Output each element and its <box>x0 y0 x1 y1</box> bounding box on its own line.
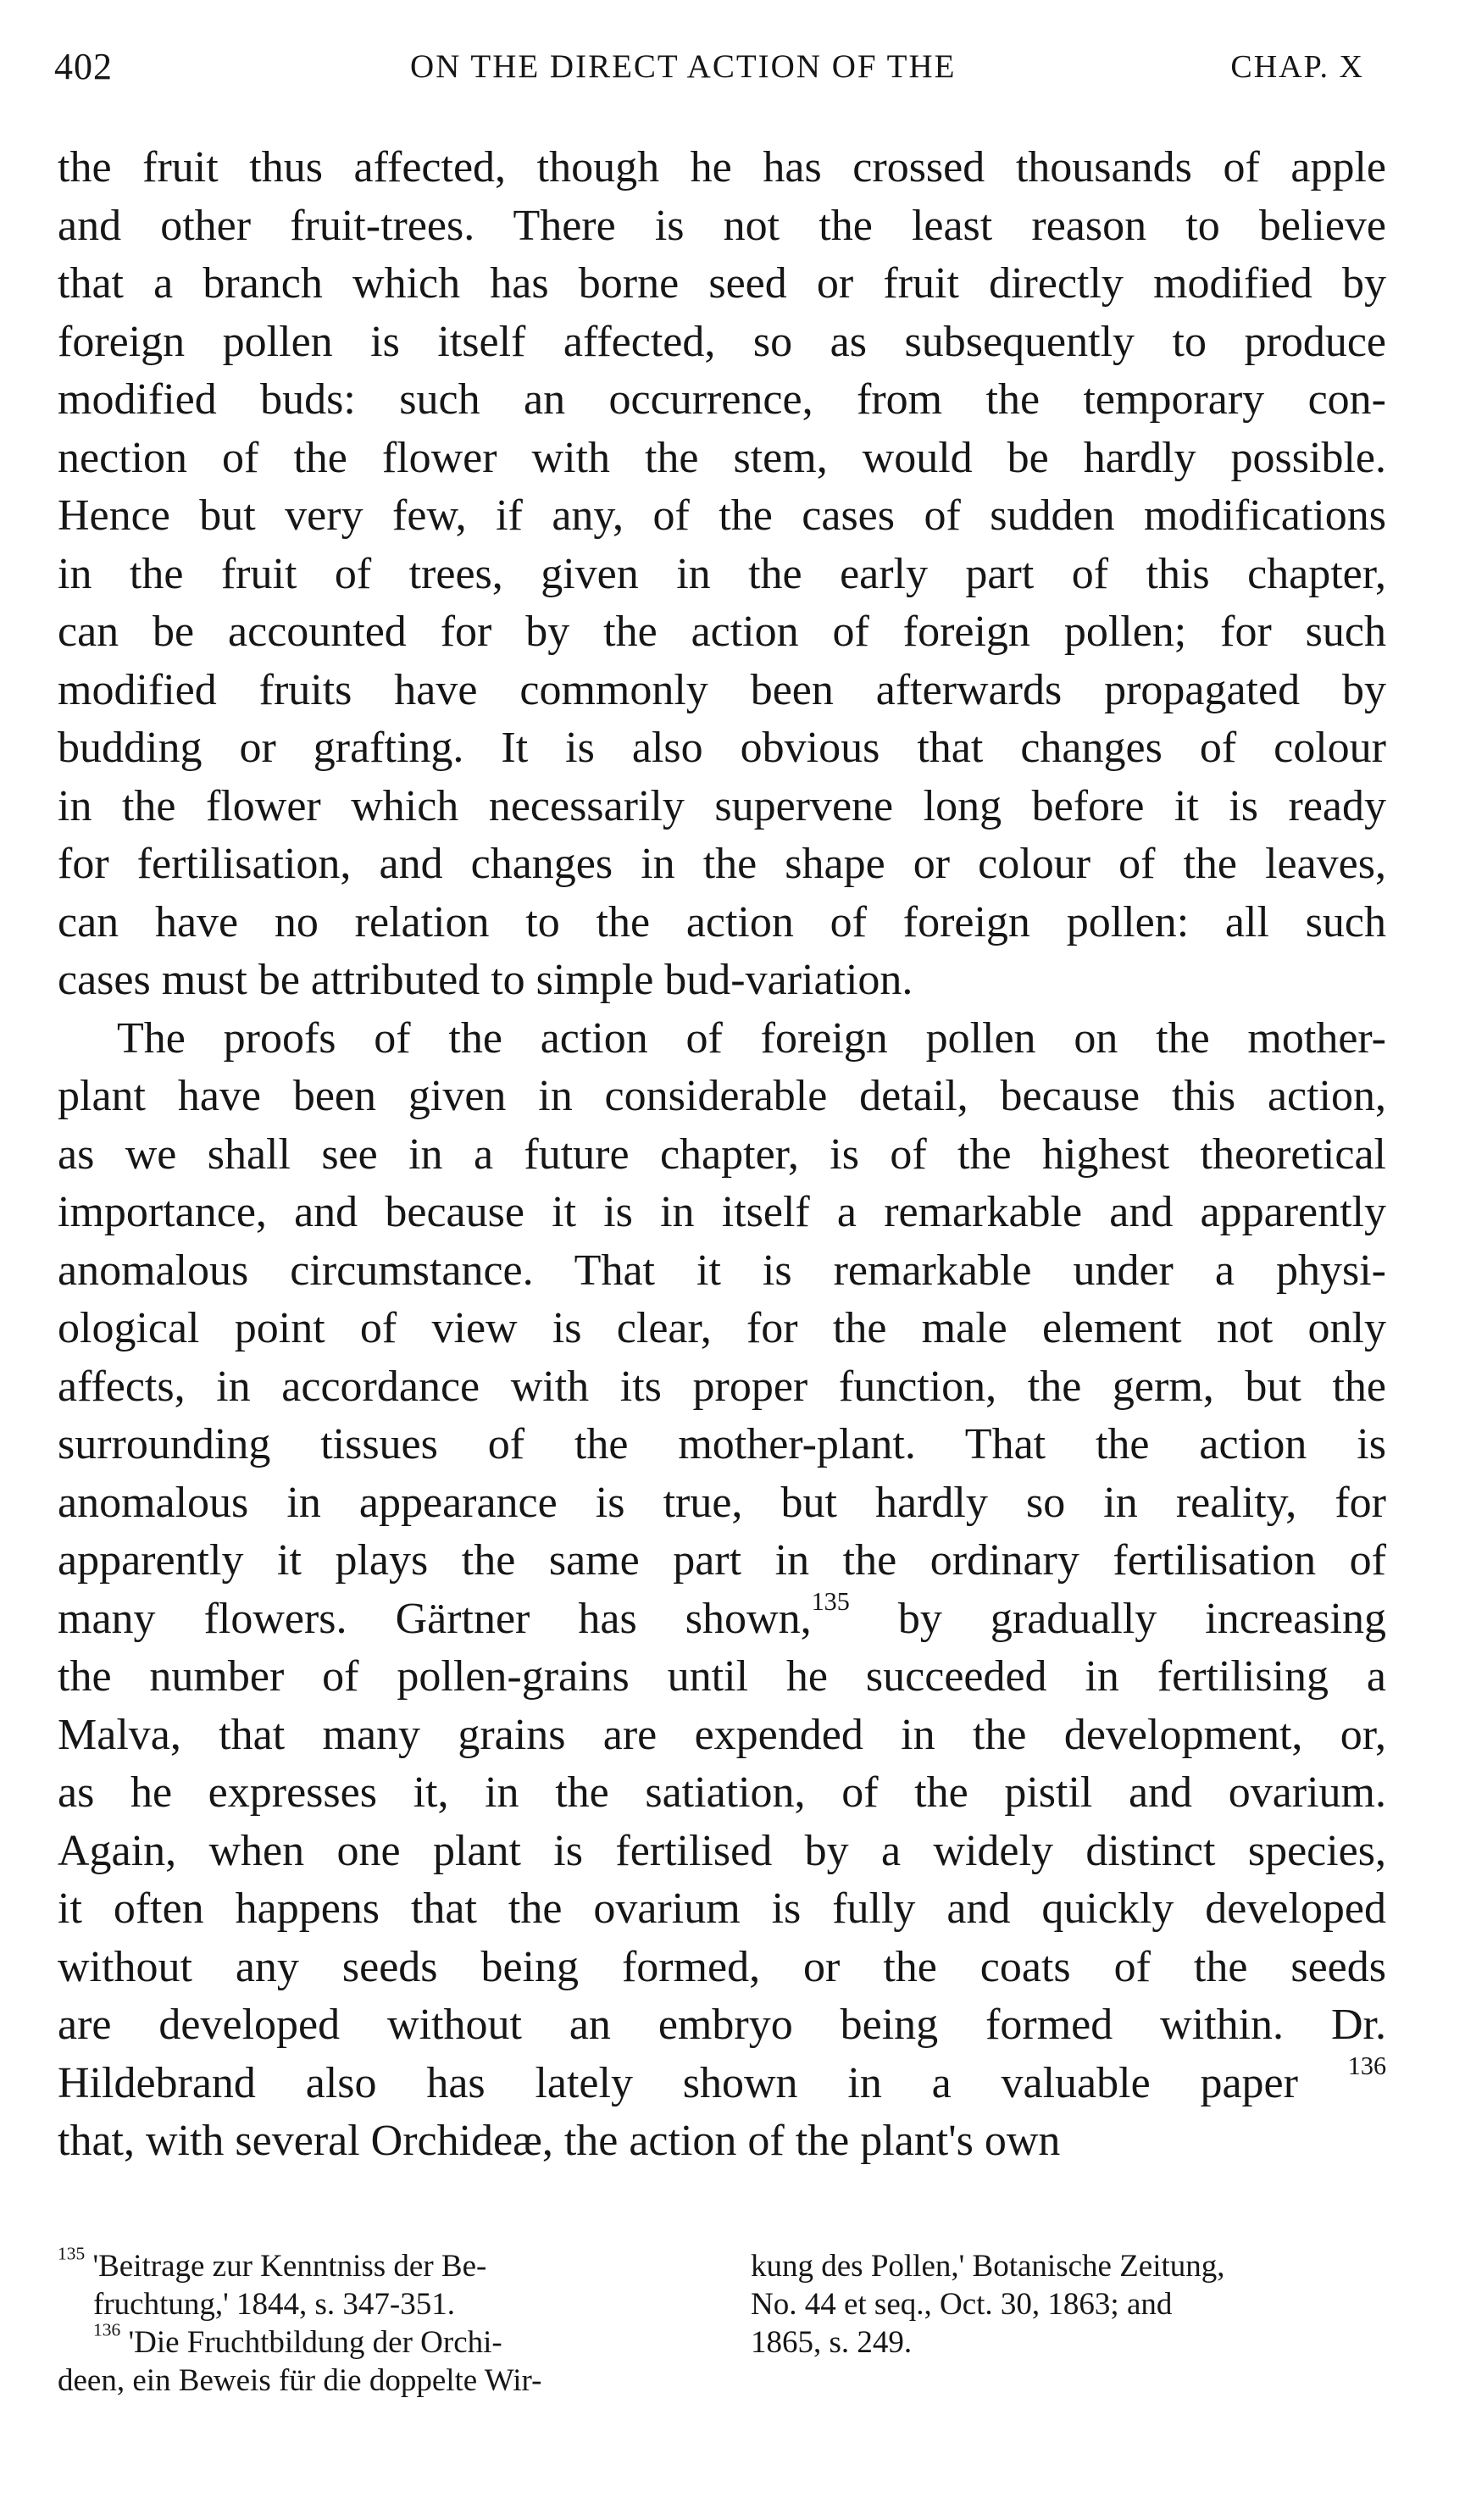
footnote-text: 'Die Fruchtbildung der Orchi- <box>128 2325 502 2360</box>
text-line: in the fruit of trees, given in the early part of this chapter, <box>58 549 1386 598</box>
text-line: without any seeds being formed, or the coats of the seeds <box>58 1942 1386 1991</box>
text-line: modified buds: such an occurrence, from the temporary con- <box>58 375 1386 424</box>
text-line: that a branch which has borne seed or fruit directly modified by <box>58 259 1386 308</box>
text-line: anomalous in appearance is true, but hardly so in reality, for <box>58 1478 1386 1527</box>
text-line: modified fruits have commonly been afterwards propagated by <box>58 665 1386 714</box>
chapter-label: CHAP. X <box>1230 49 1364 85</box>
text-line: it often happens that the ovarium is fully and quickly developed <box>58 1884 1386 1933</box>
footnote-text: kung des Pollen,' Botanische Zeitung, <box>751 2249 1225 2284</box>
text-line: anomalous circumstance. That it is remarkable under a physi- <box>58 1246 1386 1295</box>
text-line-with-note-ref <box>58 2051 1387 2113</box>
text-line: The proofs of the action of foreign pollen on the mother- <box>117 1013 1386 1063</box>
footnote-135 <box>58 2243 720 2285</box>
footnote-text: No. 44 et seq., Oct. 30, 1863; and <box>751 2287 1173 2322</box>
text-line: apparently it plays the same part in the ordinary fertilisation of <box>58 1536 1386 1585</box>
text-line: foreign pollen is itself affected, so as subsequently to produce <box>58 317 1386 366</box>
text-line: plant have been given in considerable detail, because this action, <box>58 1072 1386 1120</box>
text-line: ological point of view is clear, for the male element not only <box>58 1304 1386 1352</box>
text-line: the number of pollen-grains until he succeeded in fertilising a <box>58 1652 1386 1701</box>
text-line: that, with several Orchideæ, the action of the plant's own <box>58 2117 1061 2165</box>
note-reference-136: 136 <box>1347 2051 1387 2080</box>
text-line: as he expresses it, in the satiation, of the pistil and ovarium. <box>58 1768 1386 1817</box>
text-line: the fruit thus affected, though he has crossed thousands of apple <box>58 143 1386 191</box>
text-line: for fertilisation, and changes in the shape or colour of the leaves, <box>58 840 1386 888</box>
text-fragment: Hildebrand also has lately shown in a valuable paper <box>58 2058 1298 2107</box>
footnote-text: fruchtung,' 1844, s. 347-351. <box>93 2287 455 2322</box>
footnotes <box>58 2243 1390 2442</box>
text-line: as we shall see in a future chapter, is of the highest theoretical <box>58 1130 1386 1179</box>
text-line: cases must be attributed to simple bud-variation. <box>58 956 913 1004</box>
footnote-text: 1865, s. 249. <box>751 2325 913 2360</box>
footnote-136 <box>93 2319 720 2362</box>
footnote-number: 136 <box>93 2319 121 2340</box>
text-line-with-note-ref <box>58 1586 1386 1649</box>
main-text <box>58 139 1386 2171</box>
footnotes-right-column <box>751 2247 1390 2362</box>
text-line: affects, in accordance with its proper function, the germ, but the <box>58 1362 1386 1411</box>
text-line: nection of the flower with the stem, would be hardly possible. <box>58 433 1386 482</box>
page-header <box>54 41 1364 93</box>
text-line: Hence but very few, if any, of the cases of sudden modifications <box>58 491 1386 540</box>
text-line: importance, and because it is in itself a remarkable and apparently <box>58 1188 1386 1236</box>
text-line: surrounding tissues of the mother-plant. That the action is <box>58 1420 1386 1468</box>
footnote-number: 135 <box>58 2243 86 2264</box>
footnote-text: deen, ein Beweis für die doppelte Wir- <box>58 2363 542 2398</box>
text-line: Again, when one plant is fertilised by a widely distinct species, <box>58 1826 1386 1875</box>
footnote-text: 'Beitrage zur Kenntniss der Be- <box>92 2249 487 2284</box>
text-line: and other fruit-trees. There is not the least reason to believe <box>58 201 1386 250</box>
text-line: budding or grafting. It is also obvious that changes of colour <box>58 724 1386 772</box>
text-fragment: by gradually increasing <box>897 1594 1386 1643</box>
page-number: 402 <box>54 46 113 87</box>
text-line: in the flower which necessarily supervene long before it is ready <box>58 781 1386 830</box>
text-line: Malva, that many grains are expended in the development, or, <box>58 1710 1386 1759</box>
running-title: ON THE DIRECT ACTION OF THE <box>410 48 957 85</box>
text-line: can be accounted for by the action of foreign pollen; for such <box>58 608 1386 656</box>
text-line: are developed without an embryo being formed within. Dr. <box>58 2001 1386 2049</box>
text-fragment: many flowers. Gärtner has shown, <box>58 1594 812 1643</box>
text-line: can have no relation to the action of foreign pollen: all such <box>58 897 1386 946</box>
footnotes-left-column <box>58 2243 720 2400</box>
note-reference-135: 135 <box>811 1586 850 1616</box>
